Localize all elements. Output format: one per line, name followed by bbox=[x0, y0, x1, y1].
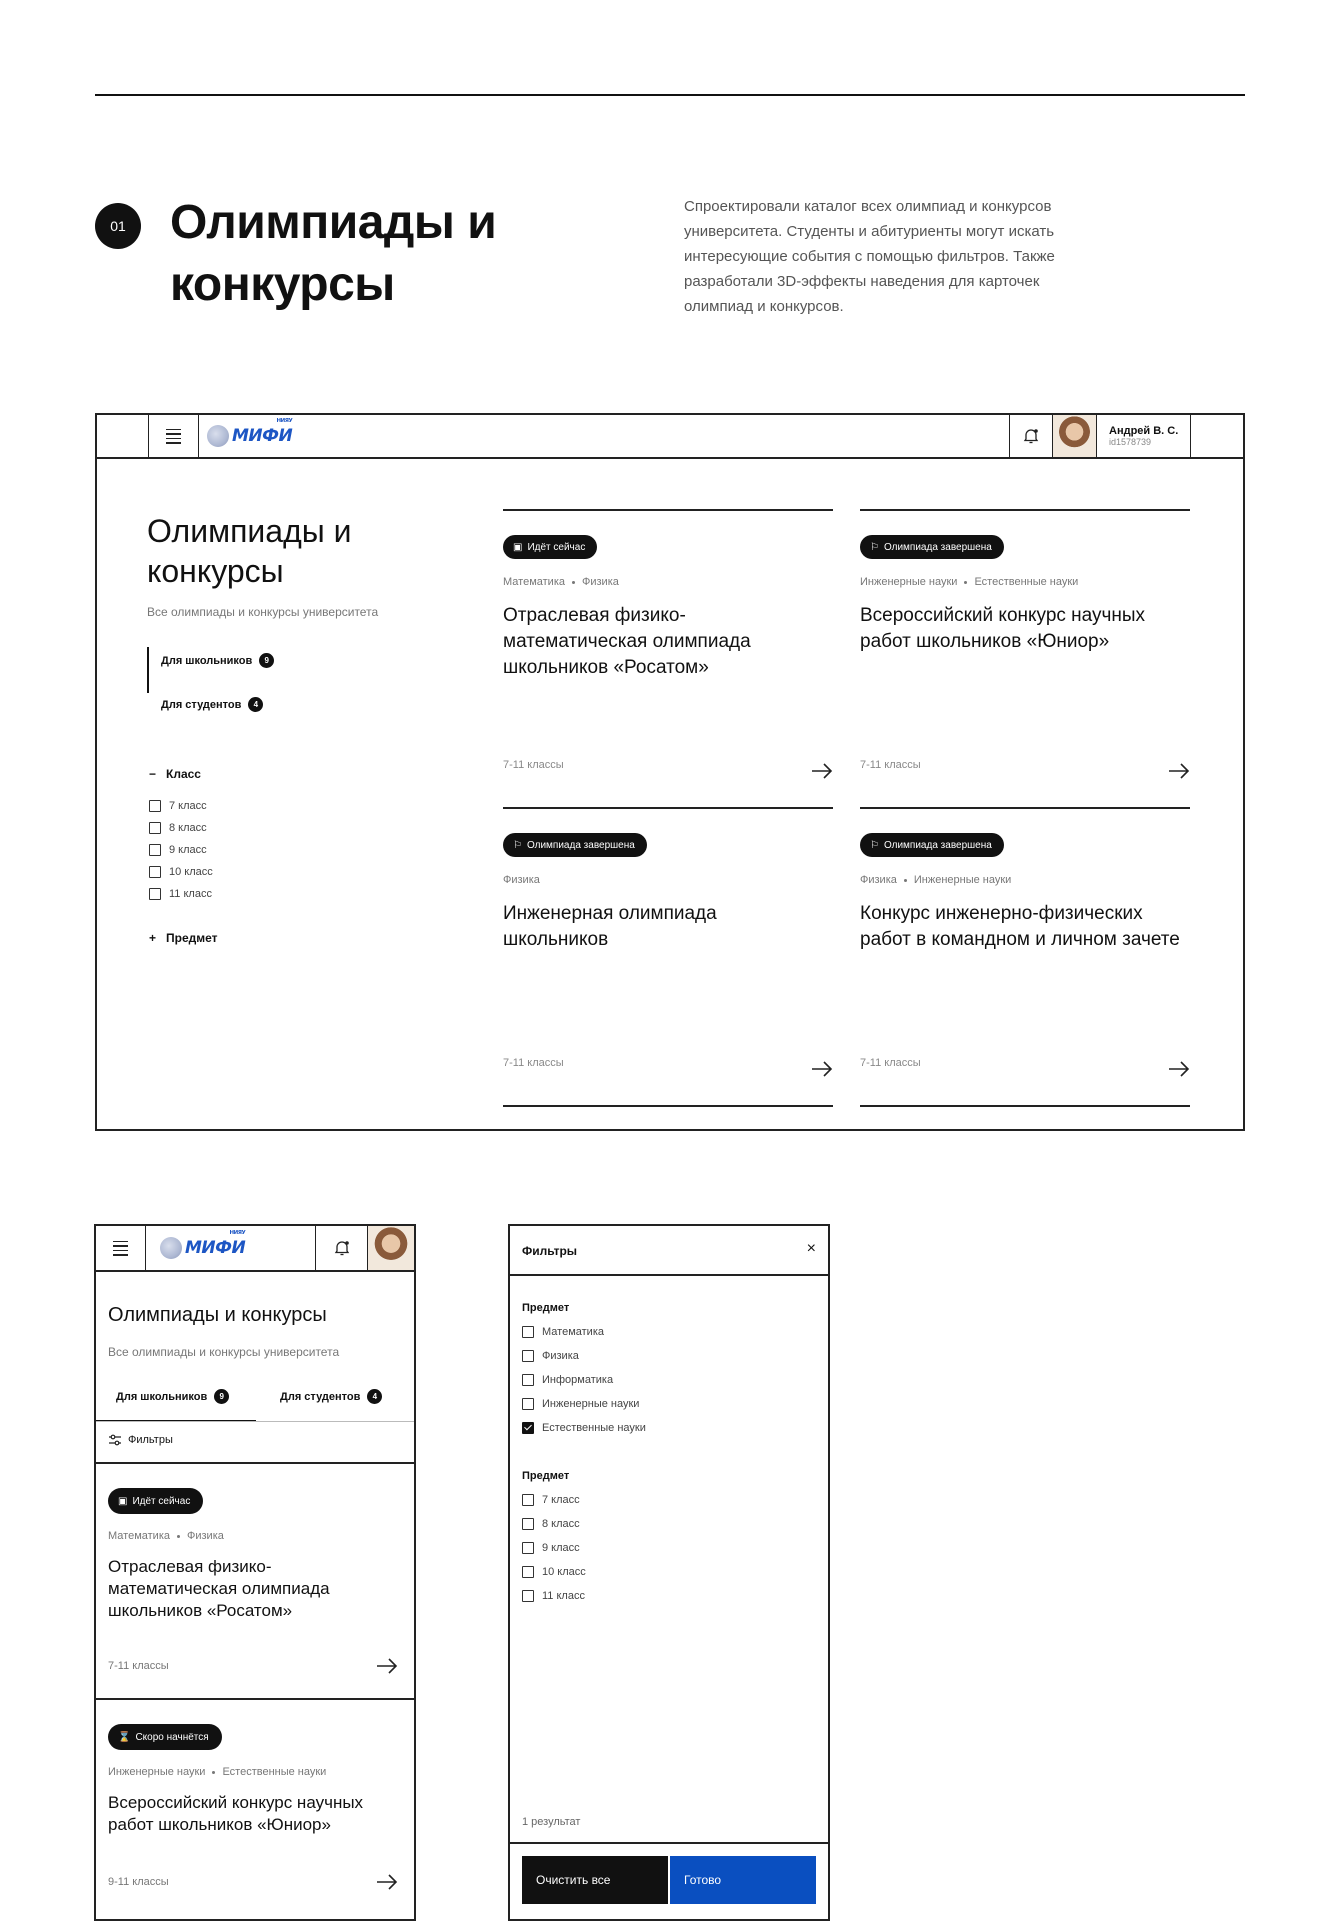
class-option[interactable] bbox=[149, 883, 213, 905]
calendar-icon: ▣ bbox=[513, 541, 523, 553]
option-label: 8 класс bbox=[542, 1518, 580, 1530]
user-id: id1578739 bbox=[1109, 437, 1152, 447]
divider bbox=[860, 1105, 1190, 1107]
card-grade: 7-11 классы bbox=[860, 759, 921, 771]
section-description: Спроектировали каталог всех олимпиад и конкурсов университета. Студенты и абитуриенты могут искать интересующие события с помощью фильтров. Также разработали 3D-эффекты наведения для карточек олимпиад и конкурсов. bbox=[684, 198, 1055, 315]
plus-icon: + bbox=[149, 931, 157, 945]
status-badge: ▣ Идёт сейчас bbox=[503, 535, 597, 559]
page-title: Олимпиады и конкурсы bbox=[108, 1304, 327, 1326]
option-label: 9 класс bbox=[169, 844, 207, 856]
menu-button[interactable] bbox=[96, 1226, 146, 1270]
user-info[interactable] bbox=[1097, 415, 1191, 457]
modal-header bbox=[510, 1226, 828, 1276]
card-title: Отраслевая физико-математическая олимпиада школьников «Росатом» bbox=[108, 1557, 330, 1620]
card-tags: Инженерные науки Естественные науки bbox=[860, 576, 1079, 588]
option-label: 9 класс bbox=[542, 1542, 580, 1554]
option-label: Инженерные науки bbox=[542, 1398, 640, 1410]
subject-filter-toggle[interactable] bbox=[149, 931, 218, 945]
checkbox[interactable] bbox=[149, 844, 161, 856]
desktop-header bbox=[97, 415, 1243, 459]
desktop-mockup bbox=[95, 413, 1245, 1131]
card-tags: Математика Физика bbox=[503, 576, 619, 588]
class-option[interactable] bbox=[522, 1560, 586, 1584]
checkbox[interactable] bbox=[522, 1494, 534, 1506]
class-option[interactable] bbox=[522, 1536, 586, 1560]
done-button[interactable]: Готово bbox=[670, 1856, 816, 1904]
user-name: Андрей В. С. bbox=[1109, 425, 1179, 437]
card-grade: 9-11 классы bbox=[108, 1876, 169, 1888]
class-options bbox=[522, 1488, 586, 1608]
card-tags: Математика Физика bbox=[108, 1530, 224, 1542]
avatar[interactable] bbox=[368, 1226, 414, 1270]
checkbox[interactable] bbox=[522, 1518, 534, 1530]
option-label: 11 класс bbox=[169, 888, 212, 900]
filters-label: Фильтры bbox=[128, 1434, 173, 1446]
tab-label: Для студентов bbox=[280, 1390, 361, 1403]
option-label: 11 класс bbox=[542, 1590, 585, 1602]
status-badge: ⌛ Скоро начнётся bbox=[108, 1724, 222, 1750]
menu-icon bbox=[166, 429, 181, 444]
section-number-badge: 01 bbox=[95, 203, 141, 249]
option-label: 10 класс bbox=[169, 866, 213, 878]
menu-icon bbox=[113, 1241, 128, 1256]
checkbox[interactable] bbox=[522, 1350, 534, 1362]
divider bbox=[96, 1421, 414, 1422]
card-title: Всероссийский конкурс научных работ школьников «Юниор» bbox=[860, 605, 1146, 652]
tab-schoolchildren[interactable] bbox=[161, 653, 274, 668]
flag-icon: ⚐ bbox=[870, 839, 879, 851]
checkbox[interactable] bbox=[149, 866, 161, 878]
tab-students[interactable] bbox=[280, 1389, 382, 1404]
option-label: Математика bbox=[542, 1326, 604, 1338]
tab-label: Для школьников bbox=[161, 654, 253, 667]
checkbox[interactable] bbox=[522, 1590, 534, 1602]
divider bbox=[503, 1105, 833, 1107]
tab-count-badge: 9 bbox=[259, 653, 274, 668]
class-filter-toggle[interactable] bbox=[149, 767, 201, 781]
top-divider bbox=[95, 94, 1245, 96]
notifications-button[interactable] bbox=[316, 1226, 368, 1270]
tab-label: Для студентов bbox=[161, 698, 242, 711]
flag-icon: ⚐ bbox=[870, 541, 879, 553]
section-title: Олимпиады и конкурсы bbox=[170, 196, 497, 311]
arrow-right-icon[interactable] bbox=[376, 1658, 398, 1674]
checkbox[interactable] bbox=[149, 888, 161, 900]
logo-text: МИФИ bbox=[185, 1238, 246, 1258]
card-tags: Физика bbox=[503, 874, 540, 886]
header-spacer bbox=[97, 415, 149, 457]
subject-option[interactable] bbox=[522, 1344, 646, 1368]
status-badge: ⚐ Олимпиада завершена bbox=[860, 833, 1004, 857]
olympiad-card[interactable] bbox=[96, 1462, 414, 1698]
checkbox[interactable] bbox=[522, 1398, 534, 1410]
arrow-right-icon[interactable] bbox=[1168, 1061, 1190, 1077]
tab-students[interactable] bbox=[161, 697, 263, 712]
option-label: Информатика bbox=[542, 1374, 614, 1386]
card-grade: 7-11 классы bbox=[108, 1660, 169, 1672]
tab-count-badge: 9 bbox=[214, 1389, 229, 1404]
modal-title: Фильтры bbox=[522, 1244, 578, 1258]
card-grade: 7-11 классы bbox=[860, 1057, 921, 1069]
menu-button[interactable] bbox=[149, 415, 199, 457]
mobile-header bbox=[96, 1226, 414, 1272]
tab-count-badge: 4 bbox=[248, 697, 263, 712]
card-title: Всероссийский конкурс научных работ школьников «Юниор» bbox=[108, 1793, 364, 1834]
arrow-right-icon[interactable] bbox=[376, 1874, 398, 1890]
checkbox[interactable] bbox=[522, 1326, 534, 1338]
filters-button[interactable] bbox=[108, 1434, 173, 1446]
subject-group-label: Предмет bbox=[522, 1302, 570, 1314]
sliders-icon bbox=[108, 1434, 122, 1446]
option-label: 10 класс bbox=[542, 1566, 586, 1578]
class-group-label: Предмет bbox=[522, 1470, 570, 1482]
notifications-button[interactable] bbox=[1009, 415, 1053, 457]
tab-schoolchildren[interactable] bbox=[116, 1389, 229, 1404]
olympiad-card[interactable] bbox=[860, 509, 1190, 809]
card-title: Конкурс инженерно-физических работ в командном и личном зачете bbox=[860, 903, 1180, 950]
filter-label: Предмет bbox=[166, 931, 218, 945]
checkbox[interactable] bbox=[149, 800, 161, 812]
clear-all-button[interactable]: Очистить все bbox=[522, 1856, 668, 1904]
checkbox[interactable] bbox=[522, 1542, 534, 1554]
class-filter-options bbox=[149, 795, 213, 905]
close-icon[interactable]: × bbox=[806, 1240, 816, 1257]
class-option[interactable] bbox=[149, 839, 213, 861]
subject-option[interactable] bbox=[522, 1392, 646, 1416]
calendar-icon: ▣ bbox=[118, 1495, 128, 1507]
checkbox[interactable] bbox=[149, 822, 161, 834]
audience-tabs bbox=[147, 647, 347, 693]
page-title: Олимпиады и конкурсы bbox=[147, 513, 352, 589]
logo-subtext: НИЯУ bbox=[276, 418, 293, 424]
logo-emblem-icon bbox=[160, 1237, 182, 1259]
olympiad-card[interactable] bbox=[503, 509, 833, 809]
card-grade: 7-11 классы bbox=[503, 1057, 564, 1069]
divider bbox=[510, 1842, 828, 1844]
page-subtitle: Все олимпиады и конкурсы университета bbox=[108, 1345, 340, 1359]
card-grade: 7-11 классы bbox=[503, 759, 564, 771]
card-tags: Физика Инженерные науки bbox=[860, 874, 1012, 886]
logo[interactable] bbox=[146, 1226, 316, 1270]
olympiad-card[interactable] bbox=[96, 1698, 414, 1921]
subject-options bbox=[522, 1320, 646, 1440]
olympiad-card[interactable] bbox=[860, 807, 1190, 1107]
status-badge: ▣ Идёт сейчас bbox=[108, 1488, 203, 1514]
option-label: Физика bbox=[542, 1350, 579, 1362]
result-count: 1 результат bbox=[522, 1816, 581, 1828]
filter-label: Класс bbox=[166, 767, 201, 781]
status-badge: ⚐ Олимпиада завершена bbox=[503, 833, 647, 857]
logo-emblem-icon bbox=[207, 425, 229, 447]
card-tags: Инженерные науки Естественные науки bbox=[108, 1766, 327, 1778]
class-option[interactable] bbox=[522, 1488, 586, 1512]
flag-icon: ⚐ bbox=[513, 839, 522, 851]
avatar[interactable] bbox=[1053, 415, 1097, 457]
subject-option[interactable] bbox=[522, 1368, 646, 1392]
arrow-right-icon[interactable] bbox=[811, 1061, 833, 1077]
subject-option[interactable] bbox=[522, 1320, 646, 1344]
minus-icon: − bbox=[149, 767, 157, 781]
checkbox-checked[interactable] bbox=[522, 1422, 534, 1434]
bell-icon bbox=[1022, 427, 1040, 445]
checkbox[interactable] bbox=[522, 1374, 534, 1386]
mobile-list-mockup bbox=[94, 1224, 416, 1921]
page-subtitle: Все олимпиады и конкурсы университета bbox=[147, 605, 379, 619]
card-title: Инженерная олимпиада школьников bbox=[503, 903, 717, 950]
tab-label: Для школьников bbox=[116, 1390, 208, 1403]
filter-modal-mockup bbox=[508, 1224, 830, 1921]
hourglass-icon: ⌛ bbox=[118, 1731, 131, 1743]
logo-subtext: НИЯУ bbox=[229, 1230, 246, 1236]
arrow-right-icon[interactable] bbox=[1168, 763, 1190, 779]
class-option[interactable] bbox=[149, 817, 213, 839]
tab-count-badge: 4 bbox=[367, 1389, 382, 1404]
olympiad-card[interactable] bbox=[503, 807, 833, 1107]
option-label: Естественные науки bbox=[542, 1422, 646, 1434]
option-label: 8 класс bbox=[169, 822, 207, 834]
class-option[interactable] bbox=[149, 795, 213, 817]
class-option[interactable] bbox=[522, 1584, 586, 1608]
status-badge: ⚐ Олимпиада завершена bbox=[860, 535, 1004, 559]
class-option[interactable] bbox=[522, 1512, 586, 1536]
option-label: 7 класс bbox=[542, 1494, 580, 1506]
checkbox[interactable] bbox=[522, 1566, 534, 1578]
card-title: Отраслевая физико-математическая олимпиада школьников «Росатом» bbox=[503, 605, 751, 678]
option-label: 7 класс bbox=[169, 800, 207, 812]
bell-icon bbox=[333, 1239, 351, 1257]
class-option[interactable] bbox=[149, 861, 213, 883]
logo[interactable] bbox=[199, 415, 299, 457]
logo-text: МИФИ bbox=[232, 426, 293, 446]
arrow-right-icon[interactable] bbox=[811, 763, 833, 779]
subject-option[interactable] bbox=[522, 1416, 646, 1440]
